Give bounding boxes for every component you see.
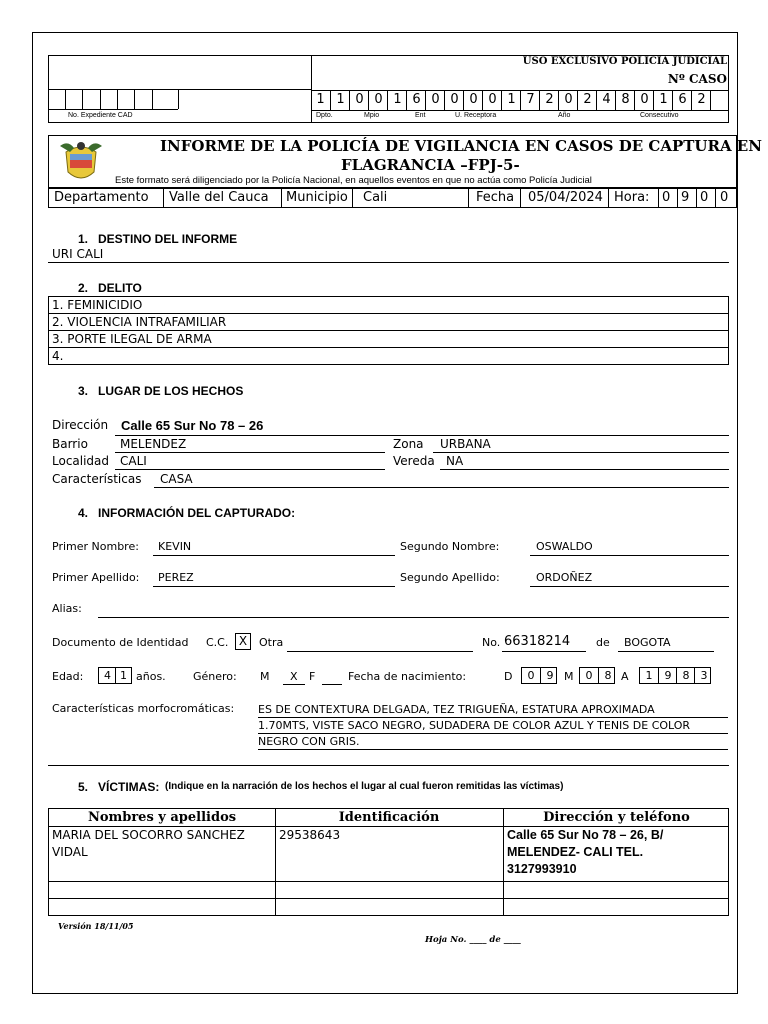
expediente-box-divider (100, 89, 101, 109)
case-digit: 7 (520, 91, 540, 111)
uso-exclusivo-label: USO EXCLUSIVO POLICIA JUDICIAL (522, 56, 727, 67)
hora-digit-3: 0 (700, 190, 709, 205)
expediente-boxes (48, 89, 178, 109)
title-line1: INFORME DE LA POLICÍA DE VIGILANCIA EN CASOS DE CAPTURA EN (160, 137, 762, 155)
dob-digit: 1 (645, 669, 653, 682)
departamento-label: Departamento (54, 190, 149, 205)
location-div-4 (468, 188, 469, 208)
destino-value: URI CALI (52, 247, 104, 261)
case-digit: 1 (501, 91, 521, 111)
case-digit: 1 (330, 91, 350, 111)
primer-apellido-value: PEREZ (158, 571, 194, 584)
case-digit: 0 (463, 91, 483, 111)
case-digit: 0 (349, 91, 369, 111)
header-divider-vertical (311, 55, 312, 123)
caso-label: Nº CASO (667, 72, 727, 86)
segundo-apellido-underline (530, 586, 729, 587)
segundo-nombre-label: Segundo Nombre: (400, 540, 500, 553)
caracteristicas-value: CASA (160, 472, 193, 486)
otra-underline (287, 651, 473, 652)
destino-underline (48, 262, 729, 263)
segundo-nombre-value: OSWALDO (536, 540, 593, 553)
documento-label: Documento de Identidad (52, 636, 189, 649)
barrio-label: Barrio (52, 437, 88, 451)
morfo-text (258, 702, 728, 750)
genero-f-underline (322, 684, 342, 685)
version-label: Versión 18/11/05 (58, 921, 134, 931)
victim-name-line: VIDAL (52, 845, 88, 859)
barrio-value: MELENDEZ (120, 437, 187, 451)
municipio-label: Municipio (286, 190, 348, 205)
dob-year-digits (639, 667, 711, 684)
hora-digit-1: 0 (662, 190, 671, 205)
case-digit: 2 (539, 91, 559, 111)
anios-label: años. (136, 670, 166, 683)
expediente-box-divider (134, 89, 135, 109)
case-digit: 0 (368, 91, 388, 111)
case-digit: 1 (387, 91, 407, 111)
edad-digit-2: 1 (120, 669, 127, 682)
dob-month-digits (579, 667, 615, 684)
localidad-underline (115, 469, 385, 470)
table-header: Nombres y apellidos (87, 810, 237, 825)
fecha-a-label: A (621, 670, 629, 683)
victim-direccion (507, 827, 663, 878)
victimas-table (48, 808, 729, 916)
zona-label: Zona (393, 437, 424, 451)
direccion-label: Dirección (52, 418, 109, 432)
lugar-expedicion-value: BOGOTA (624, 636, 671, 649)
location-row-cells (48, 188, 737, 208)
section5-note: (Indique en la narración de los hechos el lugar al cual fueron remitidas las víctimas) (165, 781, 564, 792)
case-digit: 0 (482, 91, 502, 111)
case-number-digits (311, 90, 729, 111)
delito-item: 1. FEMINICIDIO (48, 296, 729, 314)
title-line2: FLAGRANCIA –FPJ-5- (341, 156, 520, 174)
table-row-divider (49, 898, 728, 899)
location-div-10 (715, 188, 716, 208)
location-div-6 (608, 188, 609, 208)
location-div-5 (520, 188, 521, 208)
expediente-box-divider (152, 89, 153, 109)
edad-digit-1: 4 (104, 669, 111, 682)
label-dpto: Dpto. (316, 112, 333, 119)
victim-name (52, 827, 245, 861)
location-div-2 (281, 188, 282, 208)
table-header: Dirección y teléfono (543, 810, 690, 825)
hora-digit-4: 0 (720, 190, 729, 205)
dob-digit: 0 (585, 669, 593, 682)
segundo-nombre-underline (530, 555, 729, 556)
location-div-1 (163, 188, 164, 208)
genero-f-label: F (309, 670, 316, 683)
barrio-underline (115, 452, 385, 453)
localidad-value: CALI (120, 454, 147, 468)
location-div-8 (677, 188, 678, 208)
edad-label: Edad: (52, 670, 84, 683)
hora-label: Hora: (614, 190, 650, 205)
primer-nombre-label: Primer Nombre: (52, 540, 139, 553)
label-consecutivo: Consecutivo (640, 112, 679, 119)
vereda-label: Vereda (393, 454, 435, 468)
location-div-7 (658, 188, 659, 208)
label-mpio: Mpio (364, 112, 380, 119)
no-label: No. (482, 636, 501, 649)
primer-apellido-underline (153, 586, 395, 587)
case-digit: 2 (691, 91, 711, 111)
section5-title: 5. VÍCTIMAS: (78, 780, 160, 794)
genero-m-mark: X (290, 670, 298, 683)
delito-item: 4. (48, 347, 729, 365)
expediente-box-bottom (48, 109, 178, 110)
genero-m-label: M (260, 670, 270, 683)
documento-numero: 66318214 (504, 634, 571, 649)
case-digit: 0 (444, 91, 464, 111)
victim-direccion-line: MELENDEZ- CALI TEL. (507, 845, 644, 859)
localidad-label: Localidad (52, 454, 110, 468)
alias-underline (98, 617, 729, 618)
fecha-nacimiento-label: Fecha de nacimiento: (348, 670, 467, 683)
dob-digit: 9 (540, 668, 559, 683)
victim-name-line: MARIA DEL SOCORRO SANCHEZ (52, 828, 245, 842)
case-digit (710, 91, 730, 111)
victim-identificacion: 29538643 (279, 828, 341, 842)
lugar-expedicion-underline (618, 651, 714, 652)
case-digit: 6 (672, 91, 692, 111)
primer-nombre-value: KEVIN (158, 540, 192, 553)
case-digit: 0 (558, 91, 578, 111)
fecha-d-label: D (504, 670, 513, 683)
location-div-3 (352, 188, 353, 208)
expediente-box-divider (65, 89, 66, 109)
section4-title: 4. INFORMACIÓN DEL CAPTURADO: (78, 506, 296, 520)
caracteristicas-label: Características (52, 472, 142, 486)
section4-divider (48, 765, 729, 766)
dob-digit: 8 (676, 668, 695, 683)
primer-apellido-label: Primer Apellido: (52, 571, 140, 584)
case-digit: 4 (596, 91, 616, 111)
vereda-underline (440, 469, 729, 470)
expediente-box-divider (117, 89, 118, 109)
coat-of-arms-logo (58, 138, 104, 186)
primer-nombre-underline (153, 555, 395, 556)
alias-label: Alias: (52, 602, 82, 615)
table-row-divider (49, 881, 728, 882)
municipio-value: Cali (363, 190, 388, 205)
de-label: de (596, 636, 610, 649)
morfo-line: ES DE CONTEXTURA DELGADA, TEZ TRIGUEÑA, ESTATURA APROXIMADA (258, 702, 728, 718)
dob-digit: 9 (658, 668, 677, 683)
direccion-value: Calle 65 Sur No 78 – 26 (121, 418, 264, 433)
case-digit: 8 (615, 91, 635, 111)
title-subtitle: Este formato será diligenciado por la Policía Nacional, en aquellos eventos en que no actúa como Policía Judicial (115, 175, 592, 186)
case-digit: 6 (406, 91, 426, 111)
hoja-label: Hoja No. ____ de ____ (425, 935, 521, 945)
zona-value: URBANA (440, 437, 491, 451)
label-ent: Ent (415, 112, 426, 119)
direccion-underline (115, 435, 729, 436)
delito-item: 2. VIOLENCIA INTRAFAMILIAR (48, 313, 729, 331)
edad-digits (98, 667, 132, 684)
dob-day-digits (521, 667, 557, 684)
section2-title: 2. DELITO (78, 281, 142, 295)
case-digits-bottom (311, 110, 729, 111)
zona-underline (433, 452, 729, 453)
victim-direccion-line: 3127993910 (507, 862, 577, 876)
section1-title: 1. DESTINO DEL INFORME (78, 232, 238, 246)
segundo-apellido-label: Segundo Apellido: (400, 571, 500, 584)
fecha-m-label: M (564, 670, 574, 683)
dob-digit: 3 (694, 668, 713, 683)
documento-numero-underline (502, 651, 586, 652)
section3-title: 3. LUGAR DE LOS HECHOS (78, 384, 244, 398)
genero-label: Género: (193, 670, 237, 683)
expediente-label: No. Expediente CAD (68, 112, 133, 119)
location-div-9 (696, 188, 697, 208)
fecha-value: 05/04/2024 (528, 190, 603, 205)
case-digit: 2 (577, 91, 597, 111)
morfo-label: Características morfocromáticas: (52, 702, 235, 715)
genero-m-underline (283, 684, 305, 685)
case-digit: 1 (653, 91, 673, 111)
label-receptora: U. Receptora (455, 112, 497, 119)
table-header: Identificación (338, 810, 440, 825)
morfo-line: NEGRO CON GRIS. (258, 734, 728, 750)
morfo-line: 1.70MTS, VISTE SACO NEGRO, SUDADERA DE COLOR AZUL Y TENIS DE COLOR (258, 718, 728, 734)
label-anio: Año (558, 112, 571, 119)
vereda-value: NA (446, 454, 464, 468)
otra-label: Otra (259, 636, 284, 649)
fecha-label: Fecha (476, 190, 515, 205)
segundo-apellido-value: ORDOÑEZ (536, 571, 593, 584)
hora-digit-2: 9 (681, 190, 690, 205)
expediente-box-divider (178, 89, 179, 109)
case-digit: 0 (425, 91, 445, 111)
expediente-box-divider (82, 89, 83, 109)
cc-label: C.C. (206, 636, 229, 649)
case-digit: 0 (634, 91, 654, 111)
expediente-box-divider (48, 89, 49, 109)
cc-checkbox: X (235, 633, 251, 650)
caracteristicas-underline (154, 487, 729, 488)
case-digit: 1 (316, 92, 325, 107)
dob-digit: 8 (598, 668, 617, 683)
delito-item: 3. PORTE ILEGAL DE ARMA (48, 330, 729, 348)
edad-divider (115, 668, 116, 683)
departamento-value: Valle del Cauca (169, 190, 269, 205)
victim-direccion-line: Calle 65 Sur No 78 – 26, B/ (507, 828, 664, 842)
dob-digit: 0 (527, 669, 535, 682)
